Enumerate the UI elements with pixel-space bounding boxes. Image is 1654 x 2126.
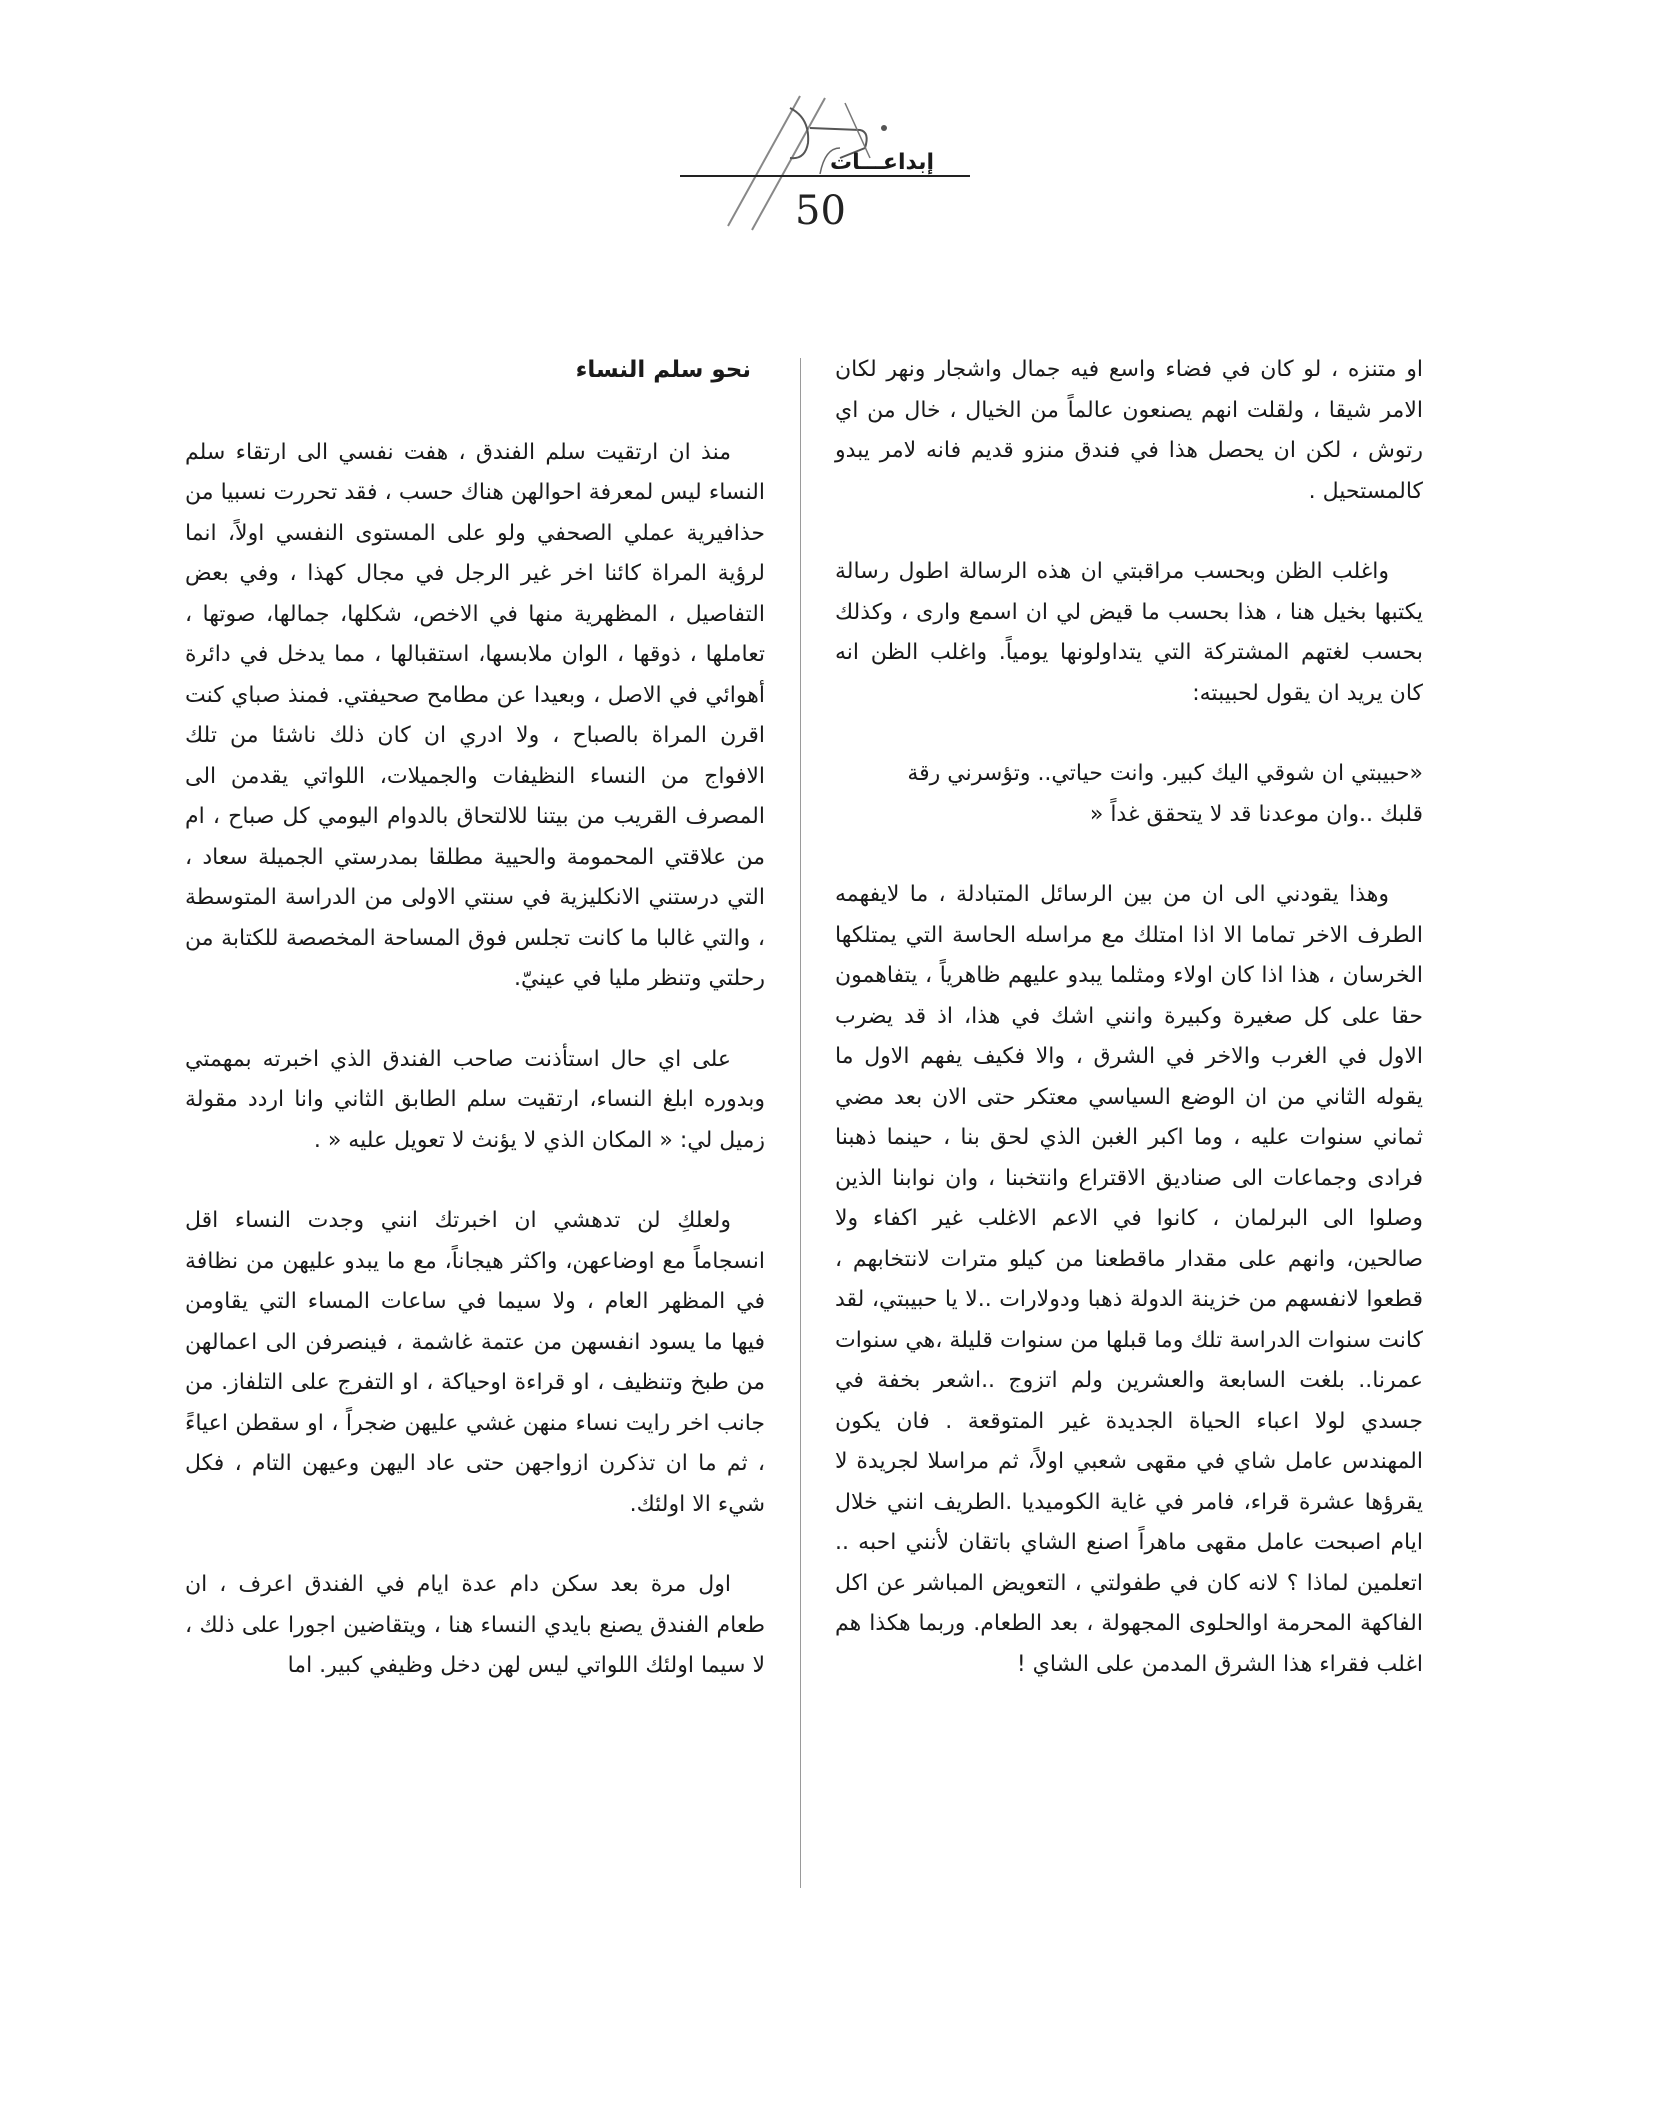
paragraph: وهذا يقودني الى ان من بين الرسائل المتبادلة ، ما لايفهمه الطرف الاخر تماما الا اذا امتلك مع مراسله الحاسة التي يمتلكها الخرسان ، هذا اذا كان اولاء ومثلما يبدو عليهم ظاهرياً ، يتفاهمون حقا على كل صغيرة وكبيرة وانني اشك في هذا، اذ قد يضرب الاول في الغرب والاخر في الشرق ، والا فكيف يفهم الاول ما يقوله الثاني من ان الوضع السياسي معتكر حتى الان بعد مضي ثماني سنوات عليه ، وما اكبر الغبن الذي لحق بنا ، حينما ذهبنا فرادى وجماعات الى صناديق الاقتراع وانتخبنا ، وان نوابنا الذين وصلوا الى البرلمان ، كانوا في الاعم الاغلب غير اكفاء ولا صالحين، وانهم على مقدار ماقطعنا من كيلو مترات لانتخابهم ، قطعوا لانفسهم من خزينة الدولة ذهبا ودولارات ..لا يا حبيبتي، لقد كانت سنوات الدراسة تلك وما قبلها من سنوات قليلة ،هي سنوات عمرنا.. بلغت السابعة والعشرين ولم اتزوج ..اشعر بخفة في جسدي لولا اعباء الحياة الجديدة غير المتوقعة . فان يكون المهندس عامل شاي في مقهى شعبي اولاً، ثم مراسلا لجريدة لا يقرؤها عشرة قراء، فامر في غاية الكوميديا .الطريف انني خلال ايام اصبحت عامل مقهى ماهراً اصنع الشاي باتقان لأنني احبه .. اتعلمين لماذا ؟ لانه كان في طفولتي ، التعويض المباشر عن اكل الفاكهة المحرمة اوالحلوى المجهولة ، بعد الطعام. وربما هكذا هم اغلب فقراء هذا الشرق المدمن على الشاي !	[835, 882, 1423, 1677]
paragraph: منذ ان ارتقيت سلم الفندق ، هفت نفسي الى ارتقاء سلم النساء ليس لمعرفة احوالهن هناك حسب ، فقد تحررت نسبيا من حذافيرية عملي الصحفي ولو على المستوى النفسي اولاً، انما لرؤية المراة كائنا اخر غير الرجل في مجال كهذا ، وفي بعض التفاصيل ، المظهرية منها في الاخص، شكلها، جمالها، صوتها ، تعاملها ، ذوقها ، الوان ملابسها، استقبالها ، مما يدخل في دائرة أهوائي في الاصل ، وبعيدا عن مطامح صحيفتي. فمنذ صباي كنت اقرن المراة بالصباح ، ولا ادري ان كان ذلك ناشئا من تلك الافواج من النساء النظيفات والجميلات، اللواتي يقدمن الى المصرف القريب من بيتنا للالتحاق بالدوام اليومي كل صباح ، ام من علاقتي المحمومة والحيية مطلقا بمدرستي الجميلة سعاد ، التي درستني الانكليزية في سنتي الاولى من الدراسة المتوسطة ، والتي غالبا ما كانت تجلس فوق المساحة المخصصة للكتابة من رحلتي وتنظر مليا في عينيّ.	[185, 439, 765, 991]
paragraph: ولعلكِ لن تدهشي ان اخبرتك انني وجدت النساء اقل انسجاماً مع اوضاعهن، واكثر هيجاناً، مع ما يبدو عليهن من نظافة في المظهر العام ، ولا سيما في ساعات المساء التي يقاومن فيها ما يسود انفسهن من عتمة غاشمة ، فينصرفن الى اعمالهن من طبخ وتنظيف ، او قراءة اوحياكة ، او التفرج على التلفاز. من جانب اخر رايت نساء منهن غشي عليهن ضجراً ، او سقطن اعياءً ، ثم ما ان تذكرن ازواجهن حتى عاد اليهن وعيهن التام ، فكل شيء الا اولئك.	[185, 1208, 765, 1517]
paragraph: على اي حال استأذنت صاحب الفندق الذي اخبرته بمهمتي وبدوره ابلغ النساء، ارتقيت سلم الطابق الثاني وانا اردد مقولة زميل لي: « المكان الذي لا يؤنث لا تعويل عليه « .	[185, 1046, 765, 1153]
column-divider	[800, 358, 801, 1888]
right-column	[835, 350, 1423, 1725]
quoted-letter	[835, 754, 1423, 835]
quote-line: «حبيبتي ان شوقي اليك كبير. وانت حياتي.. وتؤسرني رقة	[907, 761, 1423, 786]
page-number: 50	[795, 188, 846, 234]
paragraph: او متنزه ، لو كان في فضاء واسع فيه جمال واشجار ونهر لكان الامر شيقا ، ولقلت انهم يصنعون عالماً من الخيال ، خال من اي رتوش ، لكن ان يحصل هذا في فندق منزو قديم فانه لامر يبدو كالمستحيل .	[835, 357, 1423, 504]
page-header	[640, 88, 1000, 238]
article-title: نحو سلم النساء	[575, 357, 751, 383]
paragraph: اول مرة بعد سكن دام عدة ايام في الفندق اعرف ، ان طعام الفندق يصنع بايدي النساء هنا ، ويتقاضين اجورا على ذلك ، لا سيما اولئك اللواتي ليس لهن دخل وظيفي كبير. اما	[185, 1572, 765, 1678]
section-label: إبداعـــات	[830, 150, 935, 175]
paragraph: واغلب الظن وبحسب مراقبتي ان هذه الرسالة اطول رسالة يكتبها بخيل هنا ، هذا بحسب ما قيض لي ان اسمع وارى ، وكذلك بحسب لغتهم المشتركة التي يتداولونها يومياً. واغلب الظن انه كان يريد ان يقول لحبيبته:	[835, 559, 1423, 706]
quote-line: قلبك ..وان موعدنا قد لا يتحقق غداً «	[1089, 801, 1423, 827]
left-column	[185, 350, 765, 1727]
